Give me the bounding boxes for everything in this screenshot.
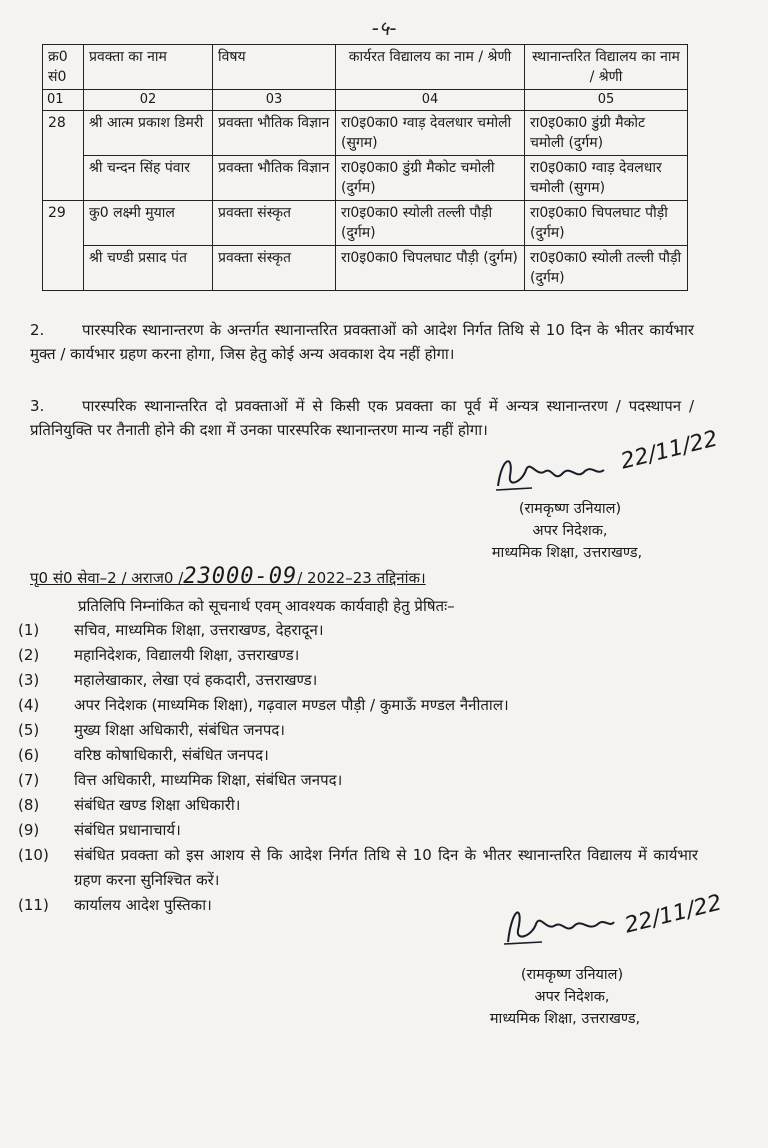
list-text: महालेखाकार, लेखा एवं हकदारी, उत्तराखण्ड।: [74, 671, 318, 689]
table-row: [43, 156, 688, 201]
list-text: वरिष्ठ कोषाधिकारी, संबंधित जनपद।: [74, 746, 269, 764]
list-item: [18, 768, 698, 793]
signature-scrawl: [492, 446, 622, 494]
list-number: (8): [18, 796, 40, 814]
list-text: महानिदेशक, विद्यालयी शिक्षा, उत्तराखण्ड।: [74, 646, 300, 664]
list-number: (6): [18, 746, 40, 764]
paragraph-text: पारस्परिक स्थानान्तरण के अन्तर्गत स्थानान्तरित प्रवक्ताओं को आदेश निर्गत तिथि से 10 दिन के भीतर कार्यभार मुक्त / कार्यभार ग्रहण करना होगा, जिस हेतु कोई अन्य अवकाश देय नहीं होगा।: [30, 321, 694, 363]
list-number: (10): [18, 846, 49, 864]
list-number: (2): [18, 646, 40, 664]
copy-list: [18, 618, 698, 918]
column-number: 03: [213, 90, 336, 111]
signatory-designation: अपर निदेशक,: [532, 523, 608, 539]
column-number-row: [43, 90, 688, 111]
list-number: (3): [18, 671, 40, 689]
list-text: संबंधित खण्ड शिक्षा अधिकारी।: [74, 796, 241, 814]
list-number: (4): [18, 696, 40, 714]
cell-current-school: रा0इ0का0 ग्वाड़ देवलधार चमोली (सुगम): [336, 111, 525, 156]
cell-transferred-school: रा0इ0का0 चिपलघाट पौड़ी (दुर्गम): [525, 201, 688, 246]
signatory-department: माध्यमिक शिक्षा, उत्तराखण्ड,: [489, 1011, 641, 1027]
cell-current-school: रा0इ0का0 डुंग्री मैकोट चमोली (दुर्गम): [336, 156, 525, 201]
cell-name: श्री चन्दन सिंह पंवार: [84, 156, 213, 201]
header-transferred-school: स्थानान्तरित विद्यालय का नाम / श्रेणी: [525, 45, 688, 90]
column-number: 05: [525, 90, 688, 111]
signatory-department: माध्यमिक शिक्षा, उत्तराखण्ड,: [491, 545, 643, 561]
paragraph-2: [30, 318, 694, 366]
signature-block: [480, 498, 660, 542]
cell-transferred-school: रा0इ0का0 ग्वाड़ देवलधार चमोली (सुगम): [525, 156, 688, 201]
cell-subject: प्रवक्ता संस्कृत: [213, 201, 336, 246]
table-header-row: [43, 45, 688, 90]
list-number: (5): [18, 721, 40, 739]
cell-current-school: रा0इ0का0 चिपलघाट पौड़ी (दुर्गम): [336, 246, 525, 291]
list-item: [18, 643, 698, 668]
list-number: (7): [18, 771, 40, 789]
cell-transferred-school: रा0इ0का0 स्योली तल्ली पौड़ी (दुर्गम): [525, 246, 688, 291]
list-text: सचिव, माध्यमिक शिक्षा, उत्तराखण्ड, देहरादून।: [74, 621, 324, 639]
paragraph-text: पारस्परिक स्थानान्तरित दो प्रवक्ताओं में से किसी एक प्रवक्ता का पूर्व में अन्यत्र स्थानान्तरण / पदस्थापन / प्रतिनियुक्ति पर तैनाती होने की दशा में उनका पारस्परिक स्थानान्तरण मान्य नहीं होगा।: [30, 397, 694, 439]
cell-subject: प्रवक्ता भौतिक विज्ञान: [213, 156, 336, 201]
transfer-table: [42, 44, 688, 291]
signature-block: [482, 964, 662, 1008]
cell-current-school: रा0इ0का0 स्योली तल्ली पौड़ी (दुर्गम): [336, 201, 525, 246]
list-item: [18, 793, 698, 818]
column-number: 01: [43, 90, 84, 111]
table-row: [43, 111, 688, 156]
paragraph-number: 3.: [30, 397, 45, 415]
header-sno: क्र0 सं0: [43, 45, 84, 90]
cell-subject: प्रवक्ता भौतिक विज्ञान: [213, 111, 336, 156]
cell-name: श्री आत्म प्रकाश डिमरी: [84, 111, 213, 156]
cell-sno: 28: [43, 111, 84, 201]
signatory-name: (रामकृष्ण उनियाल): [518, 501, 622, 517]
list-item: [18, 693, 698, 718]
reference-number: 23000-09: [183, 564, 298, 589]
signatory-name: (रामकृष्ण उनियाल): [520, 967, 624, 983]
signature-date: 22/11/22: [622, 890, 725, 939]
column-number: 02: [84, 90, 213, 111]
list-item: [18, 668, 698, 693]
list-number: (1): [18, 621, 40, 639]
header-current-school: कार्यरत विद्यालय का नाम / श्रेणी: [336, 45, 525, 90]
header-name: प्रवक्ता का नाम: [84, 45, 213, 90]
list-item: [18, 818, 698, 843]
reference-prefix: पृ0 सं0 सेवा–2 / अराज0 /: [30, 569, 184, 587]
cell-sno: 29: [43, 201, 84, 291]
cell-subject: प्रवक्ता संस्कृत: [213, 246, 336, 291]
reference-suffix: / 2022–23 तद्दिनांक।: [297, 569, 426, 587]
list-number: (11): [18, 896, 49, 914]
list-item: [18, 618, 698, 643]
table-row: [43, 201, 688, 246]
list-item: [18, 718, 698, 743]
signature-date: 22/11/22: [618, 426, 721, 475]
column-number: 04: [336, 90, 525, 111]
list-item: [18, 743, 698, 768]
cell-name: कु0 लक्ष्मी मुयाल: [84, 201, 213, 246]
cell-transferred-school: रा0इ0का0 डुंग्री मैकोट चमोली (दुर्गम): [525, 111, 688, 156]
paragraph-3: [30, 394, 694, 442]
page-number: -५-: [371, 16, 397, 40]
table-row: [43, 246, 688, 291]
paragraph-number: 2.: [30, 321, 45, 339]
list-number: (9): [18, 821, 40, 839]
list-text: अपर निदेशक (माध्यमिक शिक्षा), गढ़वाल मण्डल पौड़ी / कुमाऊँ मण्डल नैनीताल।: [74, 696, 509, 714]
header-subject: विषय: [213, 45, 336, 90]
signature-scrawl: [498, 898, 618, 948]
list-text: वित्त अधिकारी, माध्यमिक शिक्षा, संबंधित जनपद।: [74, 771, 343, 789]
copy-intro: प्रतिलिपि निम्नांकित को सूचनार्थ एवम् आवश्यक कार्यवाही हेतु प्रेषितः–: [78, 597, 455, 615]
list-text: मुख्य शिक्षा अधिकारी, संबंधित जनपद।: [74, 721, 285, 739]
signatory-designation: अपर निदेशक,: [534, 989, 610, 1005]
cell-name: श्री चण्डी प्रसाद पंत: [84, 246, 213, 291]
list-text: संबंधित प्रधानाचार्य।: [74, 821, 181, 839]
list-text: कार्यालय आदेश पुस्तिका।: [74, 896, 212, 914]
list-text: संबंधित प्रवक्ता को इस आशय से कि आदेश निर्गत तिथि से 10 दिन के भीतर स्थानान्तरित विद्यालय में कार्यभार ग्रहण करना सुनिश्चित करें।: [74, 846, 698, 889]
reference-line: [30, 564, 426, 589]
list-item: [18, 843, 698, 893]
